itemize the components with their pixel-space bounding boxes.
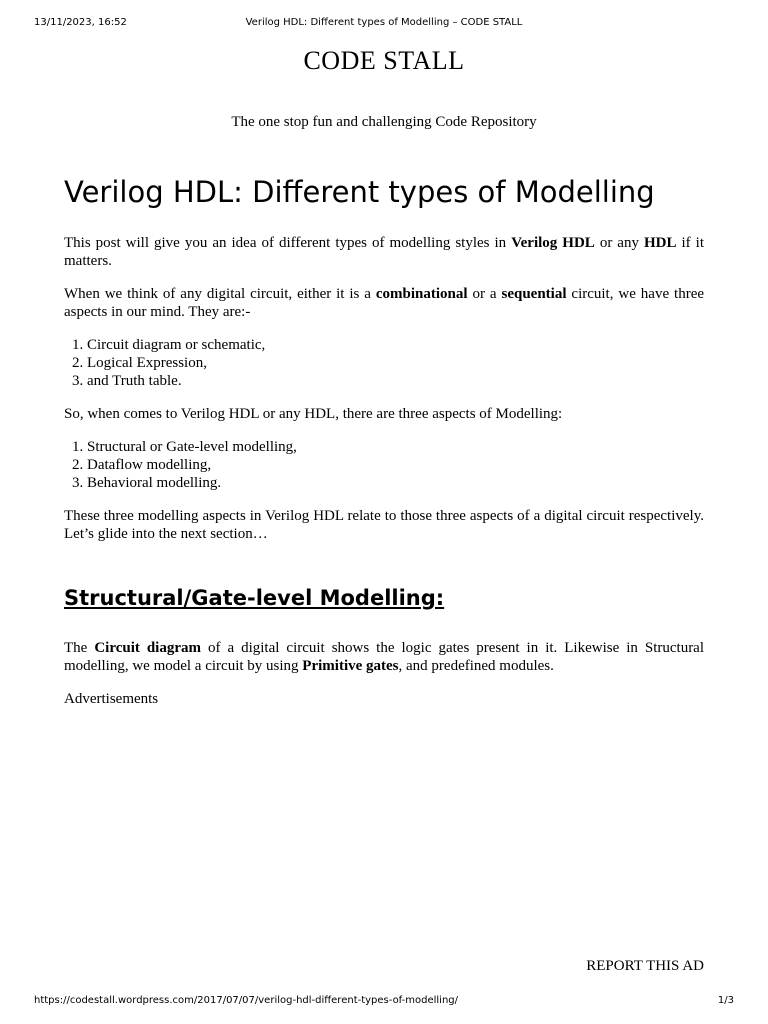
list-item: 3. Behavioral modelling. [87, 474, 704, 492]
intro-text-3: if it matters. [64, 235, 705, 269]
list-item: 2. Logical Expression, [87, 354, 704, 372]
site-title[interactable]: CODE STALL [303, 46, 465, 75]
intro-bold-2: HDL [643, 235, 677, 251]
structural-bold-1: Circuit diagram [94, 640, 202, 656]
list-item: 3. and Truth table. [87, 372, 704, 390]
structural-text-3: , and predefined modules. [398, 658, 554, 674]
print-url: https://codestall.wordpress.com/2017/07/07/verilog-hdl-different-types-of-modelling/ [34, 995, 459, 1006]
modelling-list [64, 438, 704, 492]
aspects-text-2: or a [467, 286, 502, 302]
aspects-text-1: When we think of any digital circuit, either it is a [64, 286, 376, 302]
post-title: Verilog HDL: Different types of Modelling [64, 175, 655, 209]
report-ad-link[interactable]: REPORT THIS AD [586, 958, 704, 974]
list-item: 1. Structural or Gate-level modelling, [87, 438, 704, 456]
intro-text-1: This post will give you an idea of different types of modelling styles in [64, 235, 512, 251]
intro-bold-1: Verilog HDL [511, 235, 595, 251]
aspects-bold-2: sequential [501, 286, 567, 302]
advertisements-label: Advertisements [64, 691, 159, 707]
print-date: 13/11/2023, 16:52 [34, 17, 127, 28]
print-page-title: Verilog HDL: Different types of Modelling – CODE STALL [245, 17, 523, 28]
modelling-paragraph: So, when comes to Verilog HDL or any HDL, there are three aspects of Modelling: [64, 406, 563, 422]
aspects-bold-1: combinational [375, 286, 468, 302]
relation-paragraph: These three modelling aspects in Verilog HDL relate to those three aspects of a digital circuit respectively. Let’s glide into the next section… [64, 508, 704, 542]
intro-paragraph [64, 234, 704, 270]
post-content [64, 172, 704, 723]
section-heading: Structural/Gate-level Modelling: [64, 586, 445, 610]
list-item: 2. Dataflow modelling, [87, 456, 704, 474]
page-number: 1/3 [717, 995, 734, 1006]
structural-text-2: of a digital circuit shows the logic gates present in it. Likewise in Structural modelling, we model a circuit by using [64, 640, 705, 674]
structural-bold-2: Primitive gates [302, 658, 399, 674]
structural-paragraph [64, 639, 704, 675]
intro-text-2: or any [594, 235, 644, 251]
site-tagline: The one stop fun and challenging Code Repository [231, 114, 537, 130]
aspects-text-3: circuit, we have three aspects in our mind. They are:- [64, 286, 705, 320]
aspects-paragraph [64, 285, 704, 321]
list-item: 1. Circuit diagram or schematic, [87, 336, 704, 354]
aspects-list [64, 336, 704, 390]
structural-text-1: The [64, 640, 95, 656]
